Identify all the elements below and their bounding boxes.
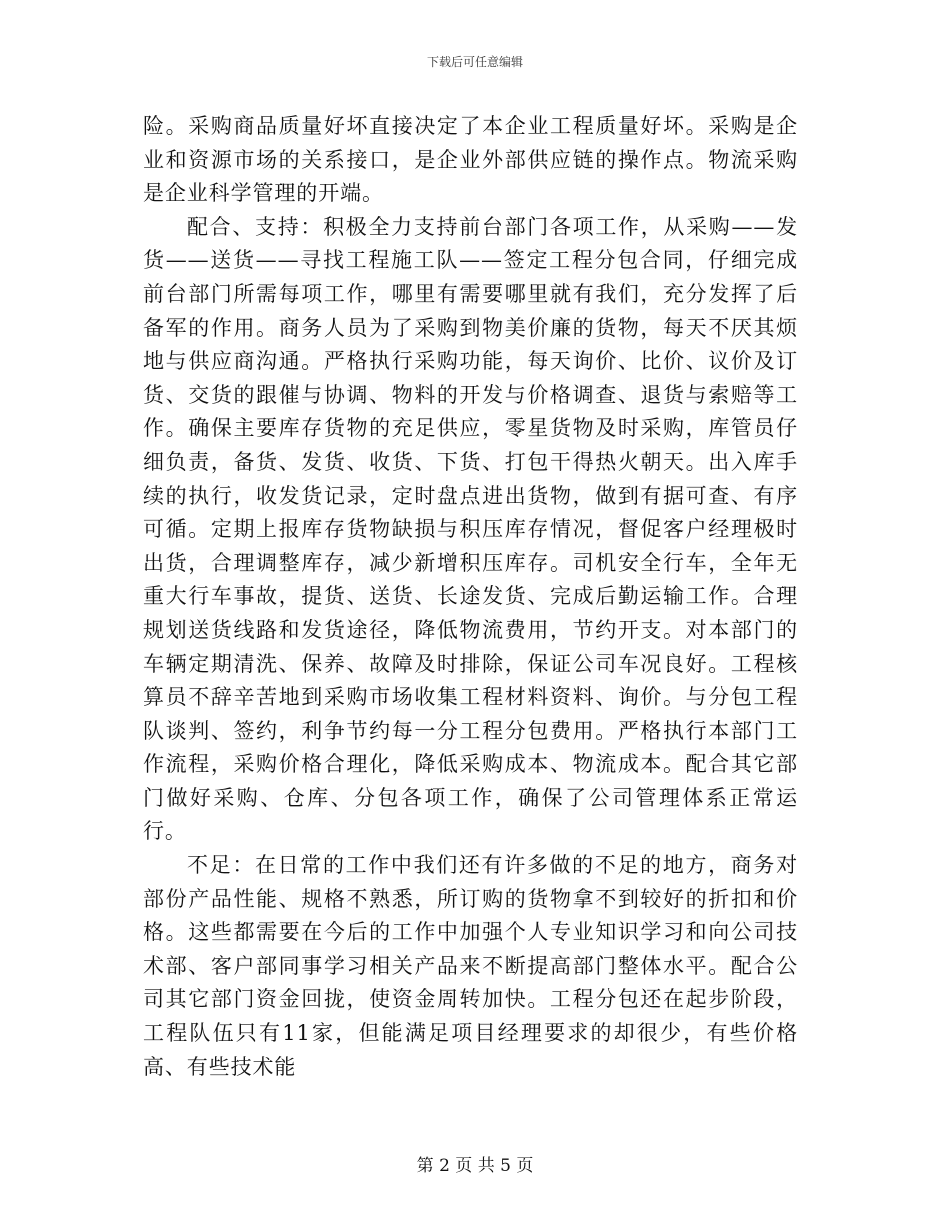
paragraph-cooperation-support: 配合、支持：积极全力支持前台部门各项工作，从采购——发货——送货——寻找工程施工队——签定工程分包合同，仔细完成前台部门所需每项工作，哪里有需要哪里就有我们，充分发挥了后备军的作用。商务人员为了采购到物美价廉的货物，每天不厌其烦地与供应商沟通。严格执行采购功能，每天询价、比价、议价及订货、交货的跟催与协调、物料的开发与价格调查、退货与索赔等工作。确保主要库存货物的充足供应，零星货物及时采购，库管员仔细负责，备货、发货、收货、下货、打包干得热火朝天。出入库手续的执行，收发货记录，定时盘点进出货物，做到有据可查、有序可循。定期上报库存货物缺损与积压库存情况，督促客户经理极时出货，合理调整库存，减少新增积压库存。司机安全行车，全年无重大行车事故，提货、送货、长途发货、完成后勤运输工作。合理规划送货线路和发货途径，降低物流费用，节约开支。对本部门的车辆定期清洗、保养、故障及时排除，保证公司车况良好。工程核算员不辞辛苦地到采购市场收集工程材料资料、询价。与分包工程队谈判、签约，利争节约每一分工程分包费用。严格执行本部门工作流程，采购价格合理化，降低采购成本、物流成本。配合其它部门做好采购、仓库、分包各项工作，确保了公司管理体系正常运行。 xyxy=(143,214,798,844)
paragraph-shortcomings: 不足：在日常的工作中我们还有许多做的不足的地方，商务对部份产品性能、规格不熟悉，所订购的货物拿不到较好的折扣和价格。这些都需要在今后的工作中加强个人专业知识学习和向公司技术部、客户部同事学习相关产品来不断提高部门整体水平。配合公司其它部门资金回拢，使资金周转加快。工程分包还在起步阶段，工程队伍只有11家，但能满足项目经理要求的却很少，有些价格高、有些技术能 xyxy=(143,853,798,1079)
paragraph-continuation: 险。采购商品质量好坏直接决定了本企业工程质量好坏。采购是企业和资源市场的关系接口，是企业外部供应链的操作点。物流采购是企业科学管理的开端。 xyxy=(143,114,798,206)
document-body xyxy=(143,110,798,1084)
page-header: 下载后可任意编辑 xyxy=(426,55,523,69)
page-number-footer: 第 2 页 共 5 页 xyxy=(416,1156,534,1176)
